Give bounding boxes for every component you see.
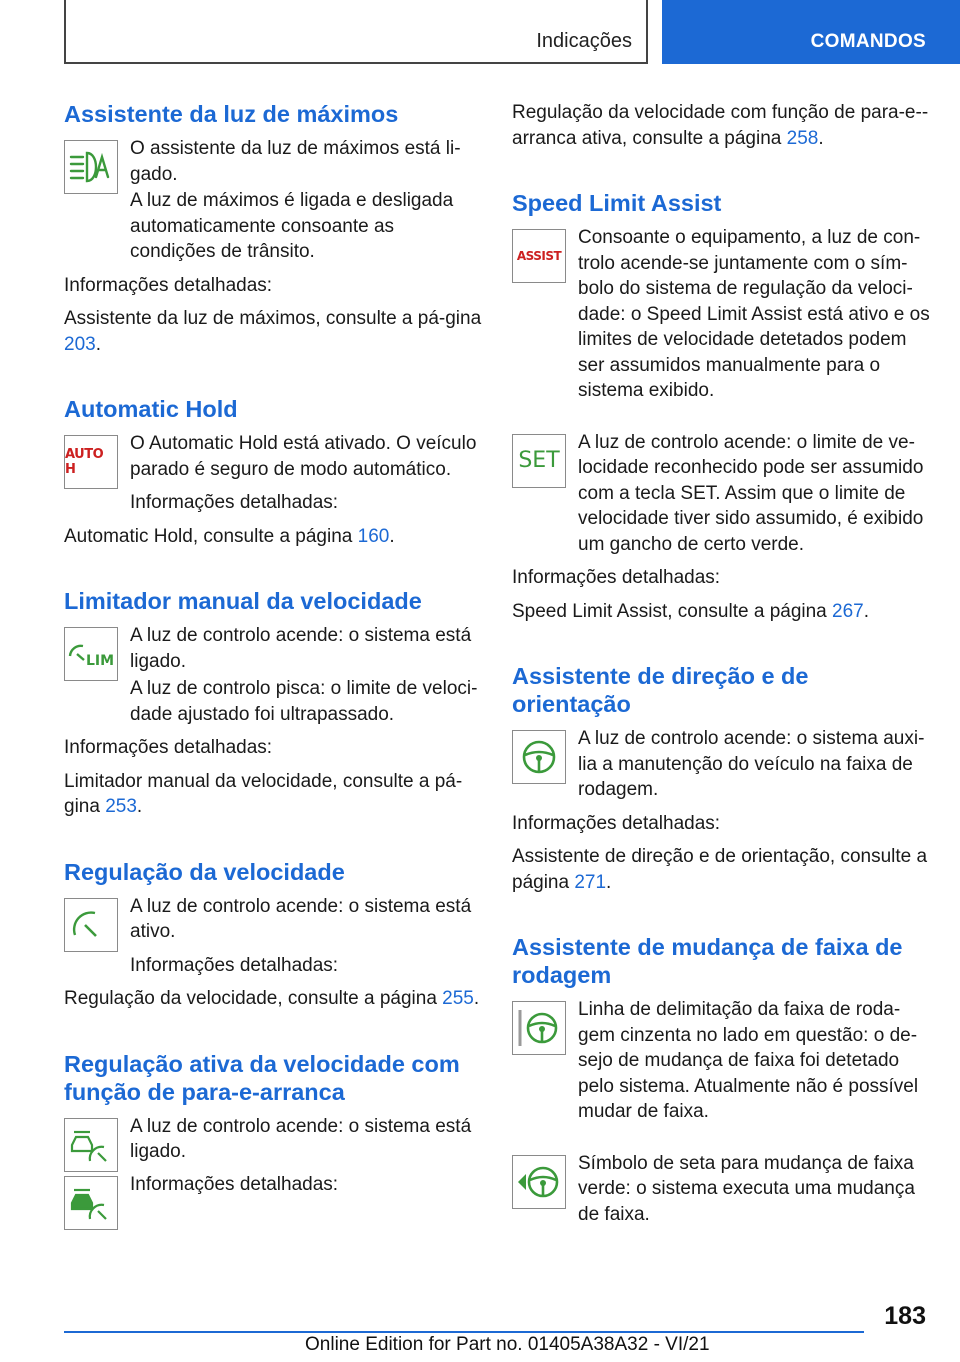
indicator-lane-change-gray bbox=[512, 997, 930, 1125]
limiter-ref: Limitador manual da velocidade, consulte a pá-gina 253. bbox=[64, 770, 463, 817]
cruise-info: Informações detalhadas: bbox=[130, 954, 339, 976]
section-title-steering: Assistente de direção e de orientação bbox=[512, 663, 809, 717]
limiter-icon-label: LIM bbox=[86, 653, 115, 669]
indicator-limiter bbox=[64, 623, 482, 682]
steering-info: Informações detalhadas: bbox=[512, 812, 721, 834]
steering-text-1: A luz de controlo acende: o sistema auxi-lia a manutenção do veículo na faixa de rodagem. bbox=[578, 728, 925, 800]
header-chapter-label: COMANDOS bbox=[810, 31, 926, 52]
high-beam-text-2a: A luz de máximos é ligada e desligada automaticamente consoante as condições de trânsito. bbox=[130, 190, 454, 262]
auto-hold-info: Informações detalhadas: bbox=[130, 492, 339, 513]
footer-edition: Online Edition for Part no. 01405A38A32 - VI/21 bbox=[305, 1334, 710, 1355]
page-link-271[interactable]: 271 bbox=[574, 871, 607, 893]
speed-limit-info: Informações detalhadas: bbox=[512, 567, 721, 588]
acc-ref: Regulação da velocidade com função de para-e--arranca ativa, consulte a página 258. bbox=[512, 102, 929, 149]
lane-change-arrow-icon bbox=[512, 1155, 566, 1209]
auto-hold-icon-label: AUTO H bbox=[65, 447, 104, 477]
section-title-speed-limit: Speed Limit Assist bbox=[512, 190, 722, 216]
indicator-set bbox=[512, 430, 930, 558]
auto-hold-ref: Automatic Hold, consulte a página 160. bbox=[64, 525, 395, 547]
section-title-acc: Regulação ativa da velocidade com função de para-e-arranca bbox=[64, 1050, 460, 1105]
speed-limiter-icon bbox=[64, 627, 118, 681]
section-title-cruise: Regulação da velocidade bbox=[64, 858, 345, 885]
page-link-267[interactable]: 267 bbox=[832, 600, 864, 622]
high-beam-ref: Assistente da luz de máximos, consulte a pá-gina 203. bbox=[64, 308, 482, 355]
speed-limit-ref: Speed Limit Assist, consulte a página 267. bbox=[512, 600, 870, 622]
header-section-tab bbox=[64, 0, 648, 64]
speed-limit-text-1: Consoante o equipamento, a luz de con-trolo acende-se juntamente com o sím-bolo do sistema de regulação da veloci-dade: o Speed Limit Assist está ativo e os limites de velocidade detetados podem ser assumidos manualmente para o sistema exibido. bbox=[578, 227, 930, 401]
indicator-acc bbox=[64, 1114, 482, 1172]
limiter-text-1: A luz de controlo acende: o sistema está ligado. bbox=[130, 625, 472, 672]
set-icon-label: SET bbox=[518, 448, 560, 473]
high-beam-info: Informações detalhadas: bbox=[64, 274, 273, 296]
steering-ref: Assistente de direção e de orientação, consulte a página 271. bbox=[512, 846, 928, 893]
lane-change-text-2: Símbolo de seta para mudança de faixa verde: o sistema executa uma mudança de faixa. bbox=[578, 1152, 915, 1225]
indicator-speed-limit bbox=[512, 225, 930, 404]
indicator-auto-hold bbox=[64, 431, 482, 516]
auto-hold-icon bbox=[64, 435, 118, 489]
section-title-limiter: Limitador manual da velocidade bbox=[64, 588, 422, 614]
auto-hold-text-1: O Automatic Hold está ativado. O veículo parado é seguro de modo automático. bbox=[130, 433, 477, 480]
speed-limit-text-2: A luz de controlo acende: o limite de ve-locidade reconhecido pode ser assumido com a tecla SET. Assim que o limite de velocidade tiver sido assumido, é exibido um gancho de certo verde. bbox=[578, 431, 924, 555]
assist-icon-label: ASSIST bbox=[516, 249, 562, 263]
high-beam-text-1: O assistente da luz de máximos está li-gado. bbox=[130, 138, 461, 185]
lane-change-text-1: Linha de delimitação da faixa de roda-gem cinzenta no lado em questão: o de-sejo de mudança de faixa foi detetado pelo sistema. Atualmente não é possível mudar de faixa. bbox=[578, 999, 919, 1122]
steering-wheel-icon bbox=[512, 730, 566, 784]
right-column bbox=[512, 100, 930, 1227]
section-title-high-beam: Assistente da luz de máximos bbox=[64, 101, 399, 127]
cruise-ref: Regulação da velocidade, consulte a página 255. bbox=[64, 988, 480, 1009]
indicator-steering bbox=[512, 726, 930, 803]
acc-text-1: A luz de controlo acende: o sistema está ligado. bbox=[130, 1115, 472, 1162]
indicator-lane-change-green bbox=[512, 1151, 930, 1228]
active-cruise-control-filled-icon bbox=[64, 1176, 118, 1230]
section-title-auto-hold: Automatic Hold bbox=[64, 396, 238, 422]
footer-divider bbox=[64, 1331, 864, 1333]
indicator-acc-2 bbox=[64, 1172, 482, 1230]
cruise-control-icon bbox=[64, 898, 118, 952]
limiter-text-2: A luz de controlo pisca: o limite de veloci-dade ajustado foi ultrapassado. bbox=[130, 678, 478, 725]
header-section-label: Indicações bbox=[536, 30, 632, 52]
page-number: 183 bbox=[884, 1302, 926, 1330]
page-link-253[interactable]: 253 bbox=[105, 796, 137, 817]
lane-change-blocked-icon bbox=[512, 1001, 566, 1055]
page-link-203[interactable]: 203 bbox=[64, 333, 96, 355]
limiter-info: Informações detalhadas: bbox=[64, 737, 273, 758]
indicator-cruise bbox=[64, 894, 482, 979]
active-cruise-control-icon bbox=[64, 1118, 118, 1172]
acc-info: Informações detalhadas: bbox=[130, 1173, 339, 1195]
set-icon bbox=[512, 434, 566, 488]
header-chapter-tab bbox=[662, 0, 960, 64]
page-link-255[interactable]: 255 bbox=[442, 988, 474, 1009]
indicator-high-beam bbox=[64, 136, 482, 194]
section-title-lane-change: Assistente de mudança de faixa de rodagem bbox=[512, 934, 903, 988]
cruise-text-1: A luz de controlo acende: o sistema está ativo. bbox=[130, 895, 472, 942]
left-column bbox=[64, 100, 482, 1230]
speed-limit-assist-icon bbox=[512, 229, 566, 283]
page-link-160[interactable]: 160 bbox=[357, 525, 390, 547]
page-link-258[interactable]: 258 bbox=[786, 127, 819, 149]
high-beam-assistant-icon bbox=[64, 140, 118, 194]
